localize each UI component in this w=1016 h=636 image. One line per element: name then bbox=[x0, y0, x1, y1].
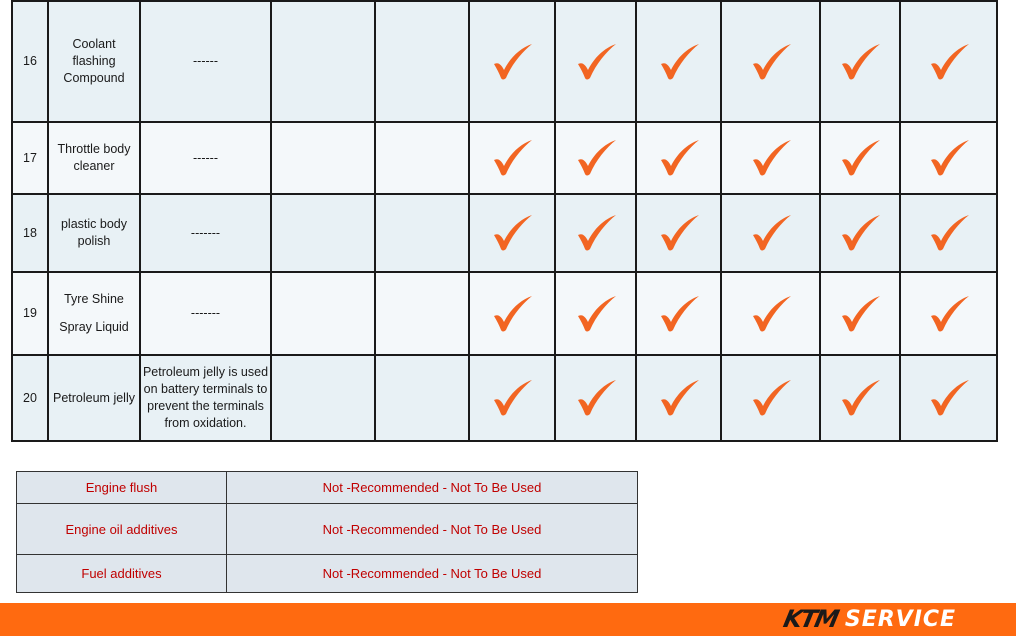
tick-cell bbox=[636, 122, 721, 194]
checkmark-icon bbox=[574, 42, 618, 82]
empty-cell bbox=[271, 1, 375, 122]
products-table bbox=[11, 0, 998, 442]
empty-cell bbox=[271, 122, 375, 194]
checkmark-icon bbox=[838, 294, 882, 334]
tick-cell bbox=[820, 1, 900, 122]
product-name-line: Spray Liquid bbox=[59, 320, 129, 334]
tick-cell bbox=[636, 355, 721, 441]
tick-cell bbox=[900, 194, 997, 272]
ktm-service-logo bbox=[781, 605, 957, 633]
tick-cell bbox=[721, 1, 820, 122]
tick-cell bbox=[469, 272, 555, 355]
row-number: 20 bbox=[12, 355, 48, 441]
row-number: 19 bbox=[12, 272, 48, 355]
remark: ------- bbox=[140, 194, 271, 272]
checkmark-icon bbox=[749, 378, 793, 418]
note-status: Not -Recommended - Not To Be Used bbox=[227, 555, 638, 593]
checkmark-icon bbox=[657, 138, 701, 178]
product-name bbox=[48, 122, 140, 194]
checkmark-icon bbox=[749, 294, 793, 334]
checkmark-icon bbox=[574, 213, 618, 253]
note-item: Engine flush bbox=[17, 472, 227, 504]
empty-cell bbox=[375, 355, 469, 441]
empty-cell bbox=[375, 122, 469, 194]
product-name bbox=[48, 194, 140, 272]
table-row bbox=[12, 122, 997, 194]
tick-cell bbox=[636, 272, 721, 355]
tick-cell bbox=[555, 1, 636, 122]
checkmark-icon bbox=[927, 294, 971, 334]
checkmark-icon bbox=[749, 138, 793, 178]
tick-cell bbox=[555, 194, 636, 272]
table-row bbox=[17, 555, 638, 593]
table-row bbox=[12, 194, 997, 272]
tick-cell bbox=[721, 355, 820, 441]
checkmark-icon bbox=[490, 378, 534, 418]
row-number: 17 bbox=[12, 122, 48, 194]
tick-cell bbox=[900, 355, 997, 441]
checkmark-icon bbox=[927, 213, 971, 253]
empty-cell bbox=[271, 194, 375, 272]
checkmark-icon bbox=[838, 42, 882, 82]
checkmark-icon bbox=[490, 138, 534, 178]
table-row bbox=[12, 1, 997, 122]
tick-cell bbox=[555, 272, 636, 355]
remark: ------ bbox=[140, 1, 271, 122]
tick-cell bbox=[820, 272, 900, 355]
product-name-line: plastic body bbox=[60, 217, 127, 231]
product-name-line: Compound bbox=[63, 71, 125, 85]
checkmark-icon bbox=[657, 42, 701, 82]
tick-cell bbox=[900, 122, 997, 194]
product-name bbox=[48, 272, 140, 355]
checkmark-icon bbox=[490, 213, 534, 253]
note-status: Not -Recommended - Not To Be Used bbox=[227, 472, 638, 504]
tick-cell bbox=[721, 194, 820, 272]
empty-cell bbox=[375, 1, 469, 122]
tick-cell bbox=[636, 1, 721, 122]
product-name-line: Tyre Shine bbox=[64, 292, 124, 306]
empty-cell bbox=[375, 272, 469, 355]
note-item: Engine oil additives bbox=[17, 504, 227, 555]
checkmark-icon bbox=[749, 213, 793, 253]
checkmark-icon bbox=[574, 378, 618, 418]
tick-cell bbox=[555, 355, 636, 441]
product-name-line: flashing bbox=[72, 54, 116, 68]
remark: ------- bbox=[140, 272, 271, 355]
tick-cell bbox=[820, 122, 900, 194]
remark: Petroleum jelly is used on battery terminals to prevent the terminals from oxidation. bbox=[140, 355, 271, 441]
tick-cell bbox=[721, 122, 820, 194]
tick-cell bbox=[469, 122, 555, 194]
checkmark-icon bbox=[657, 378, 701, 418]
row-number: 16 bbox=[12, 1, 48, 122]
empty-cell bbox=[375, 194, 469, 272]
tick-cell bbox=[721, 272, 820, 355]
table-row bbox=[17, 504, 638, 555]
tick-cell bbox=[469, 1, 555, 122]
checkmark-icon bbox=[838, 378, 882, 418]
checkmark-icon bbox=[927, 42, 971, 82]
table-row bbox=[17, 472, 638, 504]
tick-cell bbox=[469, 194, 555, 272]
product-name-line: Coolant bbox=[72, 37, 116, 51]
table-row bbox=[12, 355, 997, 441]
checkmark-icon bbox=[490, 294, 534, 334]
product-name-line: polish bbox=[77, 234, 111, 248]
service-logo-text: SERVICE bbox=[844, 606, 957, 632]
checkmark-icon bbox=[749, 42, 793, 82]
product-name-line: Throttle body bbox=[57, 142, 131, 156]
checkmark-icon bbox=[657, 213, 701, 253]
note-status: Not -Recommended - Not To Be Used bbox=[227, 504, 638, 555]
checkmark-icon bbox=[657, 294, 701, 334]
tick-cell bbox=[555, 122, 636, 194]
checkmark-icon bbox=[927, 138, 971, 178]
product-name bbox=[48, 1, 140, 122]
table-row bbox=[12, 272, 997, 355]
ktm-logo: KTM bbox=[781, 605, 840, 633]
tick-cell bbox=[469, 355, 555, 441]
empty-cell bbox=[271, 272, 375, 355]
tick-cell bbox=[900, 272, 997, 355]
product-name: Petroleum jelly bbox=[48, 355, 140, 441]
row-number: 18 bbox=[12, 194, 48, 272]
empty-cell bbox=[271, 355, 375, 441]
product-name-line: cleaner bbox=[73, 159, 115, 173]
checkmark-icon bbox=[838, 213, 882, 253]
tick-cell bbox=[900, 1, 997, 122]
checkmark-icon bbox=[574, 294, 618, 334]
tick-cell bbox=[636, 194, 721, 272]
checkmark-icon bbox=[927, 378, 971, 418]
remark: ------ bbox=[140, 122, 271, 194]
note-item: Fuel additives bbox=[17, 555, 227, 593]
tick-cell bbox=[820, 194, 900, 272]
not-recommended-table bbox=[16, 471, 638, 593]
checkmark-icon bbox=[490, 42, 534, 82]
tick-cell bbox=[820, 355, 900, 441]
checkmark-icon bbox=[838, 138, 882, 178]
checkmark-icon bbox=[574, 138, 618, 178]
